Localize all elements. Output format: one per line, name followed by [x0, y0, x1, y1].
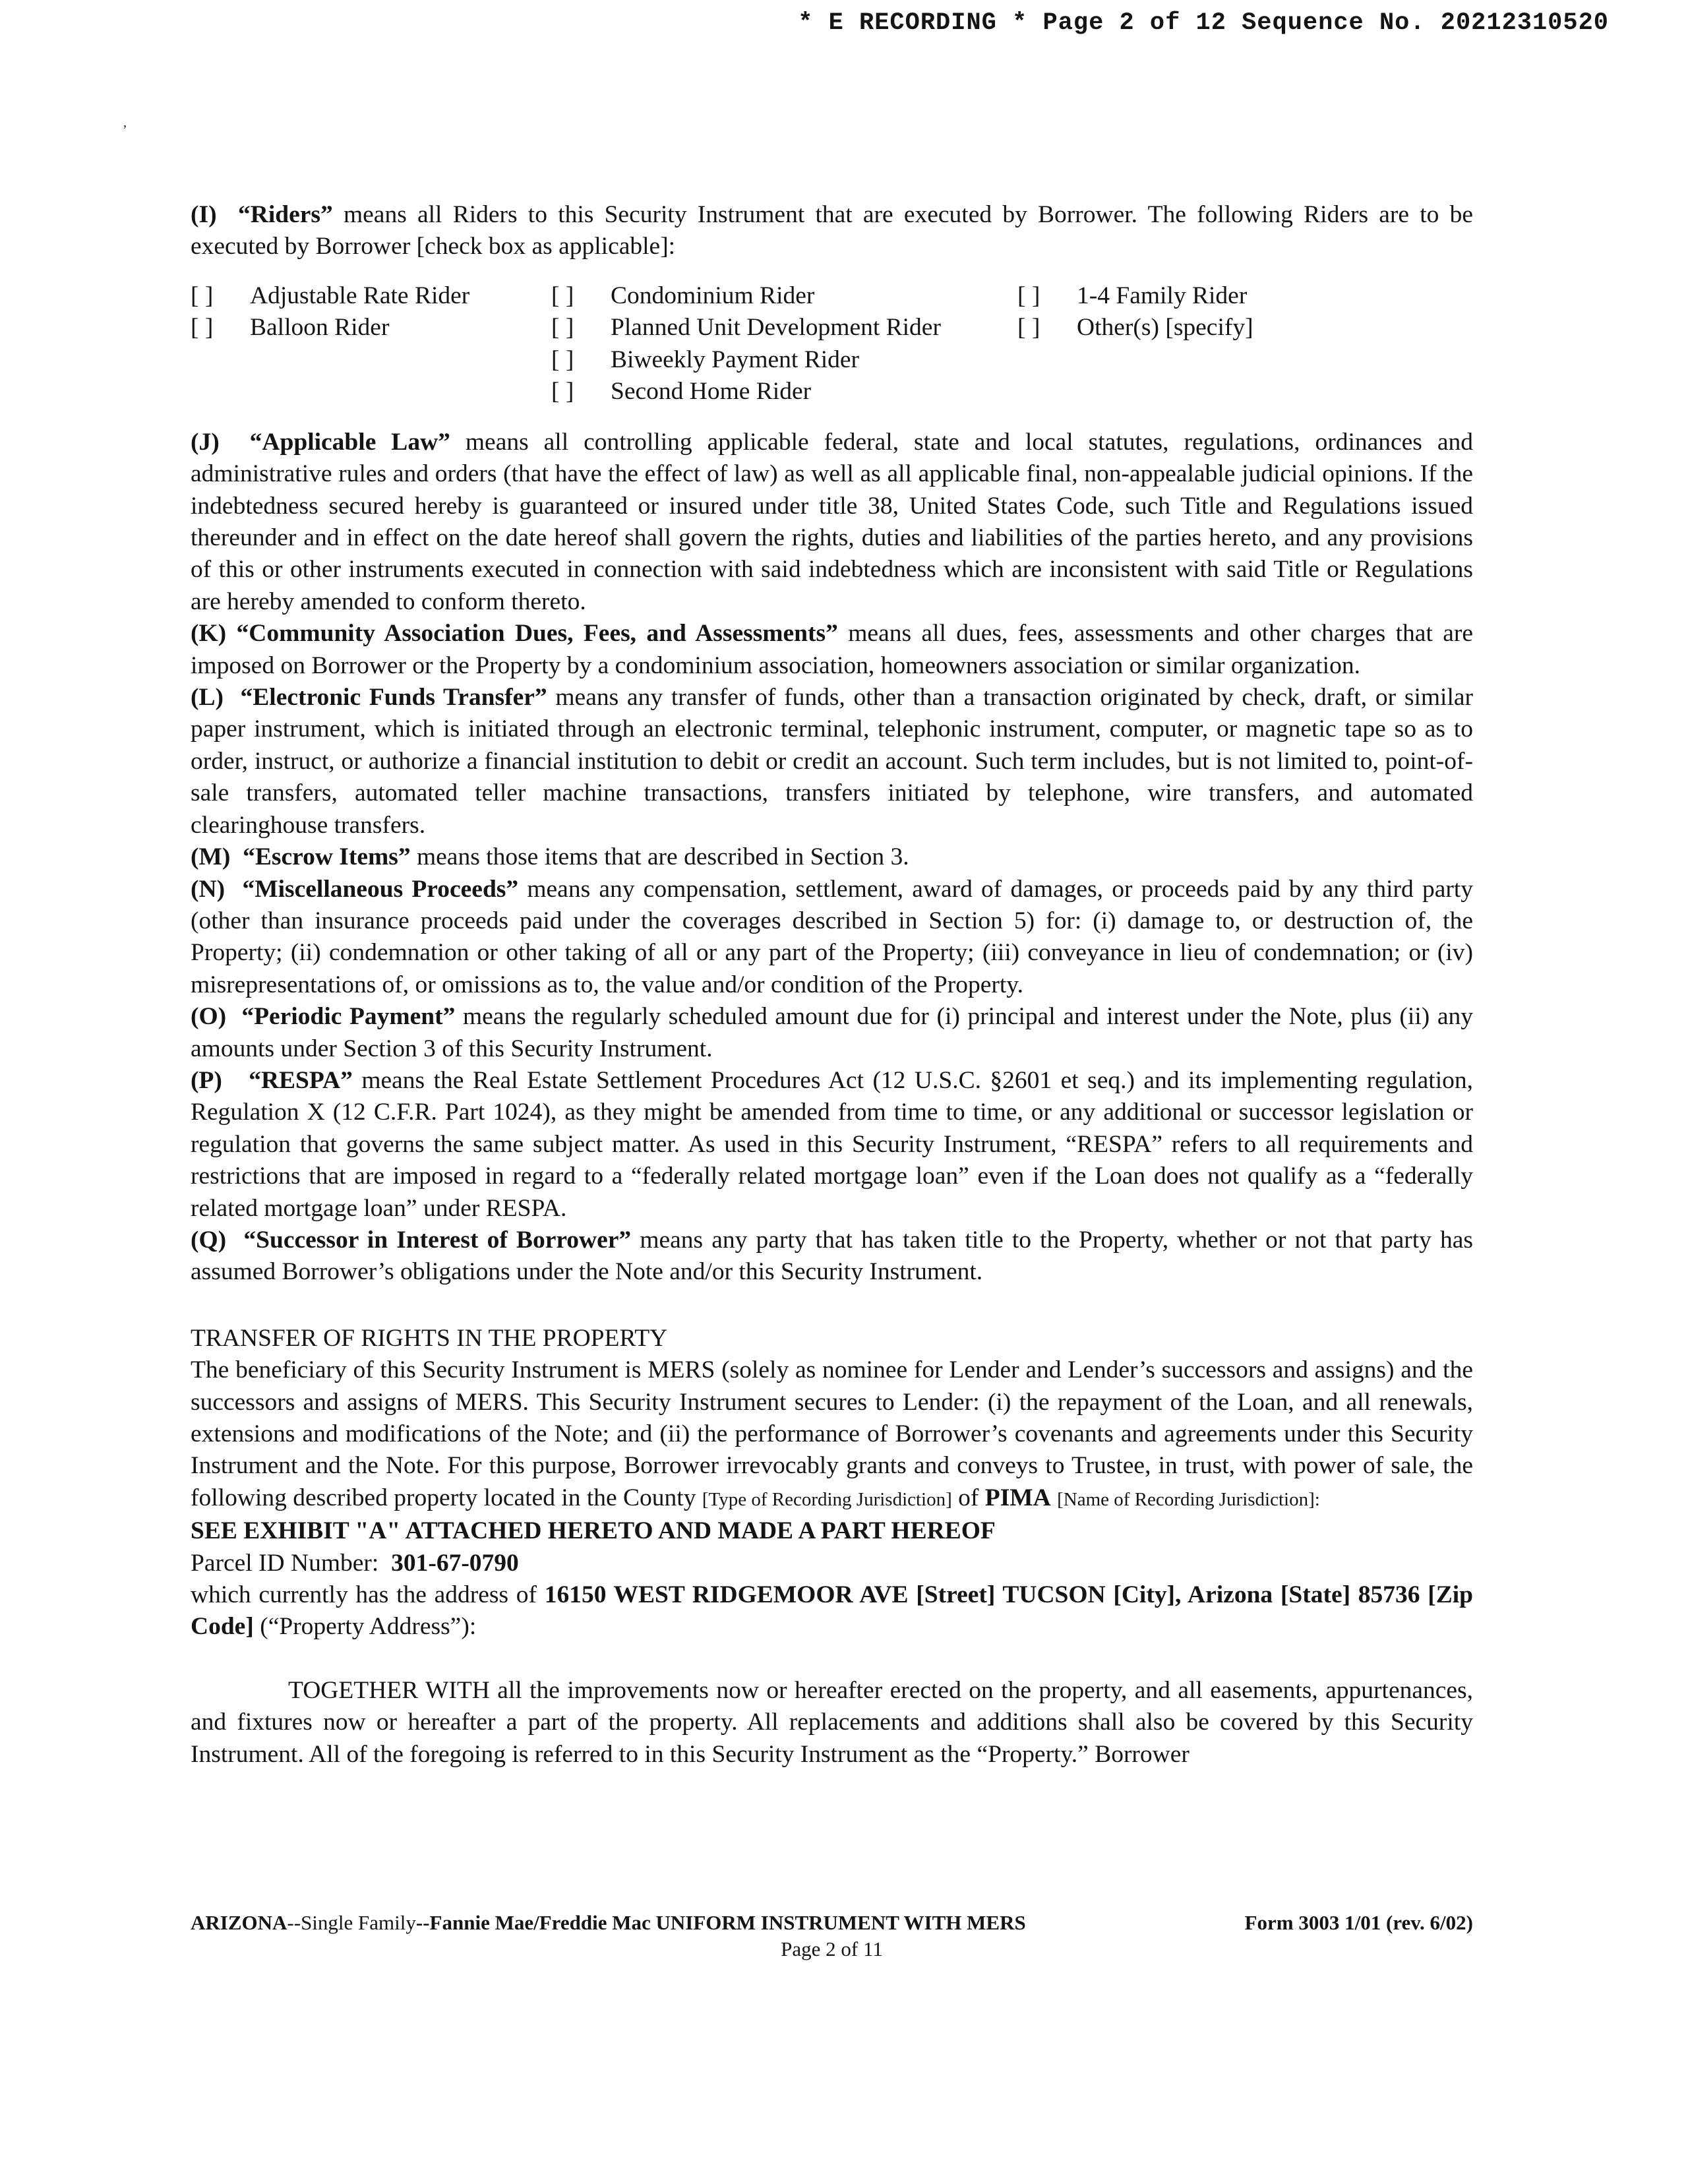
- definition-text: means those items that are described in Section 3.: [416, 843, 909, 871]
- riders-label: (I): [191, 201, 217, 228]
- definition-label: (L): [191, 684, 224, 712]
- rider-item: [191, 280, 469, 312]
- rider-label: Second Home Rider: [611, 377, 812, 405]
- definitions-list: [191, 427, 1473, 1289]
- riders-definition: [191, 199, 1473, 263]
- definition-escrow-items: [191, 841, 1473, 873]
- property-address: [191, 1579, 1473, 1643]
- definition-text: means any transfer of funds, other than a transaction originated by check, draft, or similar paper instrument, which is initiated through an electronic terminal, telephonic instrument, computer, or magnetic tape so as to order, instruct, or authorize a financial institution to debit or credit an account. Such term includes, but is not limited to, point-of-sale transfers, automated teller machine transactions, transfers initiated by telephone, wire transfers, and automated clearinghouse transfers.: [191, 684, 1474, 839]
- definition-applicable-law: [191, 427, 1473, 618]
- riders-checklist: [191, 280, 1473, 410]
- rider-item: [191, 312, 469, 344]
- definition-text: means all dues, fees, assessments and other charges that are imposed on Borrower or the Property by a condominium association, homeowners association or similar organization.: [191, 620, 1474, 679]
- riders-column-1: [191, 280, 469, 344]
- definition-term: “Successor in Interest of Borrower”: [243, 1226, 632, 1254]
- definition-text: means the Real Estate Settlement Procedures Act (12 U.S.C. §2601 et seq.) and its implementing regulation, Regulation X (12 C.F.R. Part 1024), as they might be amended from time to time, or any additional or successor legislation or regulation that governs the same subject matter. As used in this Security Instrument, “RESPA” refers to all requirements and restrictions that are imposed in regard to a “federally related mortgage loan” even if the Loan does not qualify as a “federally related mortgage loan” under RESPA.: [191, 1066, 1473, 1222]
- parcel-label: Parcel ID Number:: [191, 1549, 379, 1577]
- footer-state: ARIZONA: [191, 1911, 287, 1934]
- definition-successor: [191, 1225, 1473, 1289]
- riders-column-3: [1017, 280, 1253, 344]
- recording-type-note: [Type of Recording Jurisdiction]: [702, 1488, 952, 1510]
- rider-label: Biweekly Payment Rider: [611, 346, 860, 373]
- definition-respa: [191, 1065, 1473, 1225]
- rider-item: [1017, 312, 1253, 344]
- rider-label: Condominium Rider: [611, 282, 815, 309]
- rider-item: [551, 376, 941, 408]
- section-title: TRANSFER OF RIGHTS IN THE PROPERTY: [191, 1324, 668, 1352]
- scan-mark: ’: [123, 123, 127, 137]
- footer-form-name: Fannie Mae/Freddie Mac UNIFORM INSTRUMENT WITH MERS: [429, 1911, 1026, 1934]
- rider-label: 1-4 Family Rider: [1077, 282, 1248, 309]
- footer-page-number: Page 2 of 11: [781, 1937, 883, 1960]
- definition-label: (O): [191, 1003, 227, 1031]
- footer-family: Single Family: [301, 1911, 416, 1934]
- address-prefix: which currently has the address of: [191, 1581, 537, 1609]
- footer-separator: --: [415, 1911, 430, 1934]
- rider-label: Adjustable Rate Rider: [250, 282, 470, 309]
- definition-term: “Electronic Funds Transfer”: [240, 684, 547, 712]
- exhibit-reference: SEE EXHIBIT "A" ATTACHED HERETO AND MADE A PART HEREOF: [191, 1517, 996, 1545]
- definition-term: “RESPA”: [249, 1066, 353, 1094]
- rider-checkbox: [ ]: [551, 346, 574, 373]
- definition-label: (P): [191, 1066, 222, 1094]
- riders-column-2: [551, 280, 941, 408]
- rider-item: [551, 344, 941, 376]
- county-name: PIMA: [984, 1484, 1051, 1511]
- rider-checkbox: [ ]: [551, 377, 574, 405]
- parcel-number: 301-67-0790: [391, 1549, 519, 1577]
- definition-label: (M): [191, 843, 231, 871]
- document-body: [191, 199, 1473, 1771]
- recording-name-note: [Name of Recording Jurisdiction]:: [1057, 1488, 1320, 1510]
- together-with-paragraph: TOGETHER WITH all the improvements now or hereafter erected on the property, and all easements, appurtenances, and fixtures now or hereafter a part of the property. All replacements and additions shall also be covered by this Security Instrument. All of the foregoing is referred to in this Security Instrument as the “Property.” Borrower: [191, 1676, 1473, 1768]
- definition-term: “Periodic Payment”: [241, 1003, 456, 1031]
- footer-separator: --: [287, 1911, 301, 1934]
- definition-periodic-payment: [191, 1001, 1473, 1065]
- rider-checkbox: [ ]: [191, 314, 214, 342]
- rider-checkbox: [ ]: [1017, 282, 1040, 309]
- rider-checkbox: [ ]: [551, 282, 574, 309]
- definition-text: means any party that has taken title to the Property, whether or not that party has assumed Borrower’s obligations under the Note and/or this Security Instrument.: [191, 1226, 1474, 1286]
- definition-label: (K): [191, 620, 227, 648]
- footer-form-number: Form 3003 1/01 (rev. 6/02): [1244, 1911, 1473, 1934]
- parcel-id: [191, 1548, 1473, 1579]
- definition-label: (J): [191, 428, 220, 456]
- rider-label: Other(s) [specify]: [1077, 314, 1253, 342]
- transfer-body: The beneficiary of this Security Instrument is MERS (solely as nominee for Lender and Lender’s successors and assigns) and the successors and assigns of MERS. This Security Instrument secures to Lender: (i) the repayment of the Loan, and all renewals, extensions and modifications of the Note; and (ii) the performance of Borrower’s covenants and agreements under this Security Instrument and the Note. For this purpose, Borrower irrevocably grants and conveys to Trustee, in trust, with power of sale, the following described property located in the County: [191, 1356, 1473, 1511]
- definition-label: (Q): [191, 1226, 227, 1254]
- riders-term: “Riders”: [238, 201, 333, 228]
- rider-label: Balloon Rider: [250, 314, 390, 342]
- rider-item: [551, 312, 941, 344]
- rider-label: Planned Unit Development Rider: [611, 314, 941, 342]
- address-suffix: (“Property Address”):: [260, 1613, 477, 1641]
- definition-term: “Miscellaneous Proceeds”: [242, 875, 519, 903]
- of-word: of: [958, 1484, 979, 1511]
- definition-term: “Community Association Dues, Fees, and Assessments”: [236, 620, 838, 648]
- definition-label: (N): [191, 875, 226, 903]
- rider-item: [1017, 280, 1253, 312]
- transfer-paragraph: [191, 1354, 1473, 1515]
- riders-text: means all Riders to this Security Instrument that are executed by Borrower. The following Riders are to be executed by Borrower [check box as applicable]:: [191, 201, 1474, 260]
- rider-checkbox: [ ]: [551, 314, 574, 342]
- definition-text: means all controlling applicable federal, state and local statutes, regulations, ordinances and administrative rules and orders (that have the effect of law) as well as all applicable final, non-appealable judicial opinions. If the indebtedness secured hereby is guaranteed or insured under title 38, United States Code, such Title and Regulations issued thereunder and in effect on the date hereof shall govern the rights, duties and liabilities of the parties hereto, and any provisions of this or other instruments executed in connection with said indebtedness which are inconsistent with said Title or Regulations are hereby amended to conform thereto.: [191, 428, 1473, 615]
- definition-term: “Escrow Items”: [243, 843, 411, 871]
- definition-misc-proceeds: [191, 874, 1473, 1002]
- definition-term: “Applicable Law”: [249, 428, 450, 456]
- recording-header: * E RECORDING * Page 2 of 12 Sequence No. 20212310520: [798, 9, 1609, 37]
- definition-electronic-funds: [191, 682, 1473, 841]
- definition-text: means the regularly scheduled amount due for (i) principal and interest under the Note, plus (ii) any amounts under Section 3 of this Security Instrument.: [191, 1003, 1473, 1062]
- rider-checkbox: [ ]: [191, 282, 214, 309]
- footer-form-title: [191, 1910, 1026, 1936]
- rider-item: [551, 280, 941, 312]
- rider-checkbox: [ ]: [1017, 314, 1040, 342]
- address-value: 16150 WEST RIDGEMOOR AVE [Street] TUCSON [City], Arizona [State] 85736 [Zip Code]: [191, 1581, 1474, 1641]
- definition-community-dues: [191, 618, 1473, 682]
- definition-text: means any compensation, settlement, award of damages, or proceeds paid by any third party (other than insurance proceeds paid under the coverages described in Section 5) for: (i) damage to, or destruction of, the Property; (ii) condemnation or other taking of all or any part of the Property; (iii) conveyance in lieu of condemnation; or (iv) misrepresentations of, or omissions as to, the value and/or condition of the Property.: [191, 875, 1474, 998]
